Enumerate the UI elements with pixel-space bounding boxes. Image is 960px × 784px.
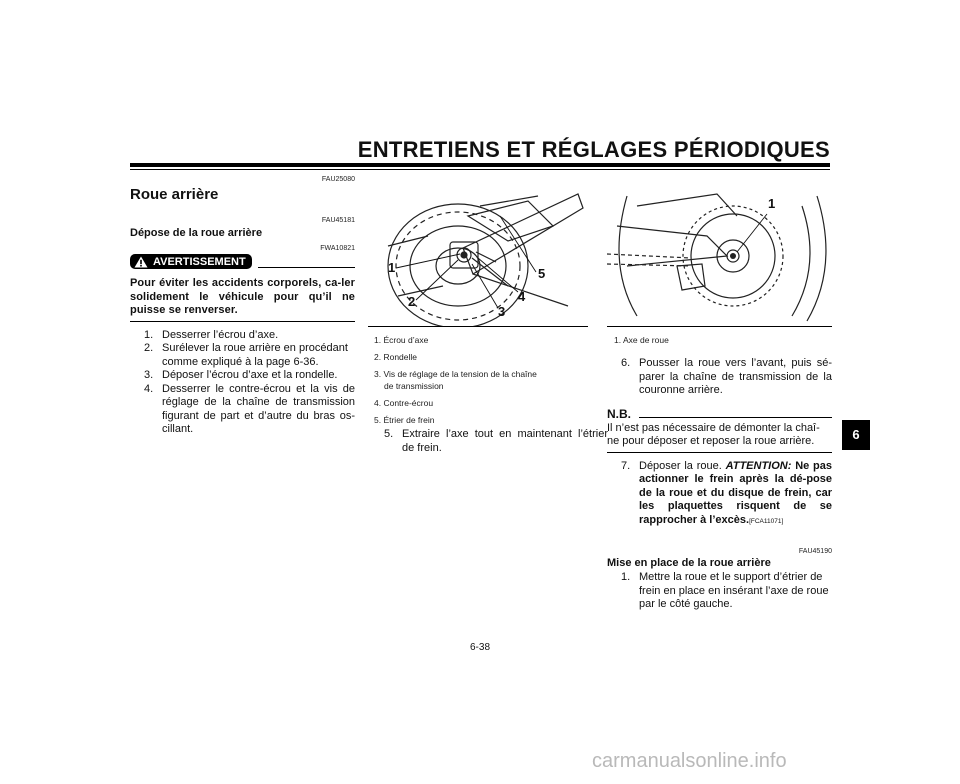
callout-5: 5 (538, 266, 546, 281)
subsection-title: Dépose de la roue arrière (130, 227, 263, 239)
callout-4: 4 (518, 289, 526, 304)
warning-header (130, 254, 355, 269)
caption-line: 2. Rondelle (374, 352, 418, 362)
step-number: 1. (621, 571, 631, 583)
step-number: 5. (384, 428, 394, 440)
brake-assembly-illustration (368, 186, 588, 326)
step-text: Pousser la roue vers l’avant, puis sé-parer la chaîne de transmission de la couronne arrière. (639, 357, 832, 396)
ref-code: FAU45190 (798, 548, 832, 555)
callout-2: 2 (408, 294, 416, 309)
caption-line: 3. Vis de réglage de la tension de la chaîne (374, 369, 537, 379)
step-text: Déposer l’écrou d’axe et la rondelle. (162, 369, 338, 381)
caption-line: 1. Écrou d’axe (374, 335, 429, 345)
step-number: 6. (621, 357, 631, 369)
step-number: 2. (144, 342, 154, 354)
ref-code: FWA10821 (320, 245, 355, 252)
step-number: 1. (144, 328, 154, 341)
nb-text: Il n’est pas nécessaire de démonter la chaî-ne pour déposer et reposer la roue arrière. (607, 421, 820, 447)
list-item (144, 342, 355, 369)
step-number: 3. (144, 369, 154, 381)
figure-captions (374, 333, 589, 427)
wheel-axle-illustration (607, 186, 832, 326)
nb-header (607, 407, 832, 421)
caption-line: 5. Étrier de frein (374, 415, 435, 425)
caption-line: 4. Contre-écrou (374, 398, 434, 408)
page-header-title: ENTRETIENS ET RÉGLAGES PÉRIODIQUES (357, 137, 830, 162)
subsection-title: Mise en place de la roue arrière (607, 557, 771, 569)
warning-label: AVERTISSEMENT (153, 255, 246, 268)
page-number: 6-38 (469, 642, 490, 653)
column-3 (607, 357, 832, 612)
warning-badge (130, 254, 252, 269)
watermark-link[interactable]: carmanualsonline.info (592, 750, 787, 772)
step-text: Déposer la roue. (639, 459, 722, 472)
figure-brake-assembly (368, 186, 588, 326)
list-item (144, 329, 355, 343)
ref-code: FAU25080 (321, 176, 355, 183)
callout-3: 3 (498, 304, 506, 319)
list-item (621, 357, 832, 398)
column-1 (130, 176, 355, 437)
header-rule (130, 163, 830, 167)
attention-label: ATTENTION: (725, 459, 792, 472)
list-item (384, 428, 608, 455)
chapter-tab[interactable]: 6 (842, 420, 870, 450)
ref-code: FAU45181 (321, 217, 355, 224)
caption-line: de transmission (384, 381, 444, 391)
list-item (144, 369, 355, 383)
warning-triangle-icon (134, 256, 148, 268)
list-item (621, 571, 832, 612)
step-text: Desserrer l’écrou d’axe. (162, 328, 279, 341)
callout-1: 1 (388, 260, 396, 275)
callout-1: 1 (768, 196, 776, 211)
ref-code: [FCA11071] (749, 517, 784, 525)
attention-text: Ne pas actionner le frein après la dé-pose de la roue et du disque de frein, car les plaquettes risquent de se rapprocher à l’excès. (639, 459, 832, 526)
step-text: Extraire l’axe tout en maintenant l’étrier de frein. (402, 428, 608, 454)
nb-end-rule (607, 452, 832, 453)
steps-list (130, 329, 355, 437)
step-number: 4. (144, 382, 154, 395)
figure-rule (368, 326, 588, 327)
figure-rule (607, 326, 832, 327)
figure-caption: 1. Axe de roue (614, 335, 669, 345)
section-title: Roue arrière (130, 186, 219, 203)
header-rule-thin (130, 169, 830, 170)
nb-title: N.B. (607, 406, 631, 421)
warning-text: Pour éviter les accidents corporels, ca-ler solidement le véhicule pour qu’il ne puisse se renverser. (130, 277, 355, 316)
list-item (621, 460, 832, 529)
step-number: 7. (621, 459, 631, 472)
step-text: Mettre la roue et le support d’étrier de frein en place en insérant l’axe de roue par le côté gauche. (639, 571, 829, 610)
step-text: Surélever la roue arrière en procédant comme expliqué à la page 6-36. (162, 342, 348, 368)
nb-rule (639, 417, 832, 418)
list-item (144, 383, 355, 437)
step-text: Desserrer le contre-écrou et la vis de réglage de la chaîne de transmission figurant de part et d’autre du bras os-cillant. (162, 382, 355, 435)
warning-rule (258, 267, 355, 268)
figure-wheel-axle (607, 186, 832, 326)
warning-end-rule (130, 321, 355, 322)
